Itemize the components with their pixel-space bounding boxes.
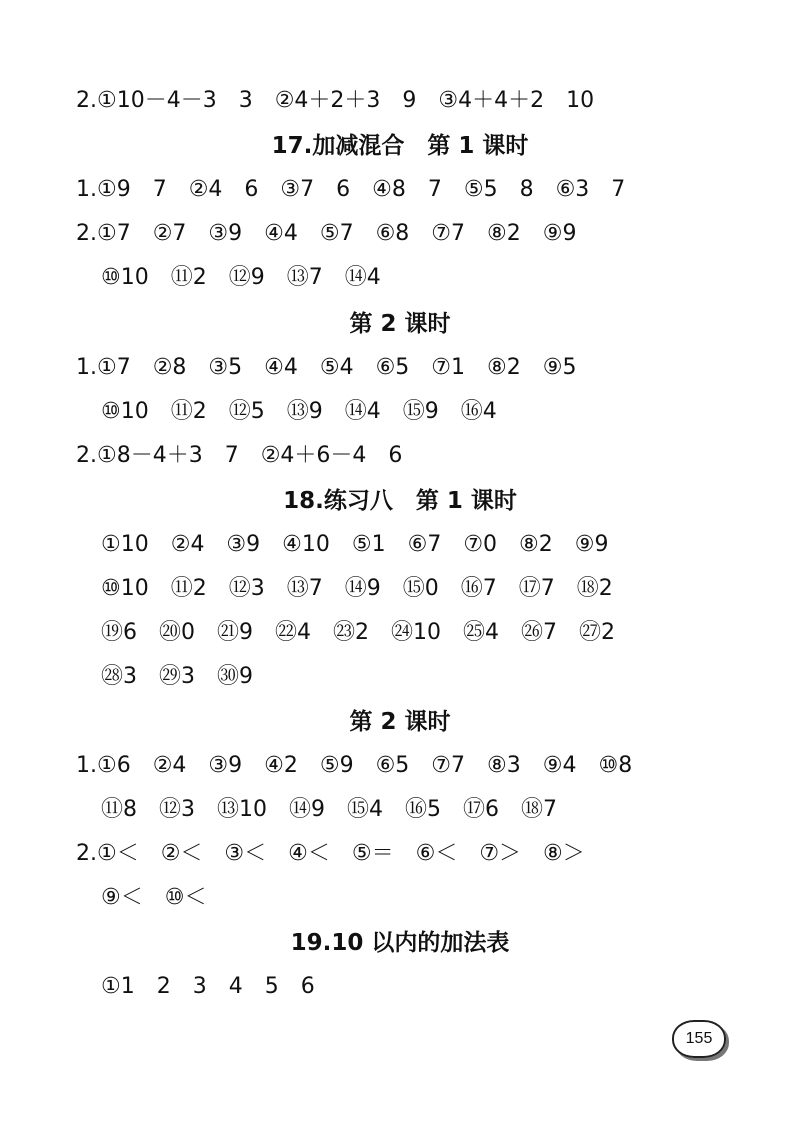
section-heading xyxy=(0,486,800,516)
answer-text: 2.①10－4－3 3 ②4＋2＋3 9 ③4＋4＋2 10 xyxy=(76,88,595,113)
section-heading xyxy=(0,309,800,339)
heading-text: 17.加减混合 第 1 课时 xyxy=(271,133,529,159)
answer-text: ①10 ②4 ③9 ④10 ⑤1 ⑥7 ⑦0 ⑧2 ⑨9 xyxy=(101,532,609,557)
answer-text: ⑩10 ⑪2 ⑫9 ⑬7 ⑭4 xyxy=(101,265,381,290)
answer-text: ⑩10 ⑪2 ⑫5 ⑬9 ⑭4 ⑮9 ⑯4 xyxy=(101,399,497,424)
answer-text: 1.①7 ②8 ③5 ④4 ⑤4 ⑥5 ⑦1 ⑧2 ⑨5 xyxy=(76,355,577,380)
answer-text: ①1 2 3 4 5 6 xyxy=(101,974,315,999)
answer-text: ⑪8 ⑫3 ⑬10 ⑭9 ⑮4 ⑯5 ⑰6 ⑱7 xyxy=(101,797,557,822)
answer-text: 1.①9 7 ②4 6 ③7 6 ④8 7 ⑤5 8 ⑥3 7 xyxy=(76,177,626,202)
answer-text: 2.①＜ ②＜ ③＜ ④＜ ⑤＝ ⑥＜ ⑦＞ ⑧＞ xyxy=(76,841,585,866)
answer-text: ⑩10 ⑪2 ⑫3 ⑬7 ⑭9 ⑮0 ⑯7 ⑰7 ⑱2 xyxy=(101,576,613,601)
section-heading xyxy=(0,131,800,161)
answer-text: 2.①7 ②7 ③9 ④4 ⑤7 ⑥8 ⑦7 ⑧2 ⑨9 xyxy=(76,221,577,246)
page-number: 155 xyxy=(672,1020,726,1058)
heading-text: 18.练习八 第 1 课时 xyxy=(283,488,517,514)
section-heading xyxy=(0,928,800,958)
heading-text: 19.10 以内的加法表 xyxy=(290,930,510,956)
answer-text: ⑨＜ ⑩＜ xyxy=(101,885,207,910)
section-heading xyxy=(0,707,800,737)
answer-text: 2.①8－4＋3 7 ②4＋6－4 6 xyxy=(76,443,403,468)
answer-text: ⑲6 ⑳0 ㉑9 ㉒4 ㉓2 ㉔10 ㉕4 ㉖7 ㉗2 xyxy=(101,620,615,645)
heading-text: 第 2 课时 xyxy=(349,311,451,337)
heading-text: 第 2 课时 xyxy=(349,709,451,735)
answer-text: ㉘3 ㉙3 ㉚9 xyxy=(101,664,253,689)
answer-text: 1.①6 ②4 ③9 ④2 ⑤9 ⑥5 ⑦7 ⑧3 ⑨4 ⑩8 xyxy=(76,753,633,778)
